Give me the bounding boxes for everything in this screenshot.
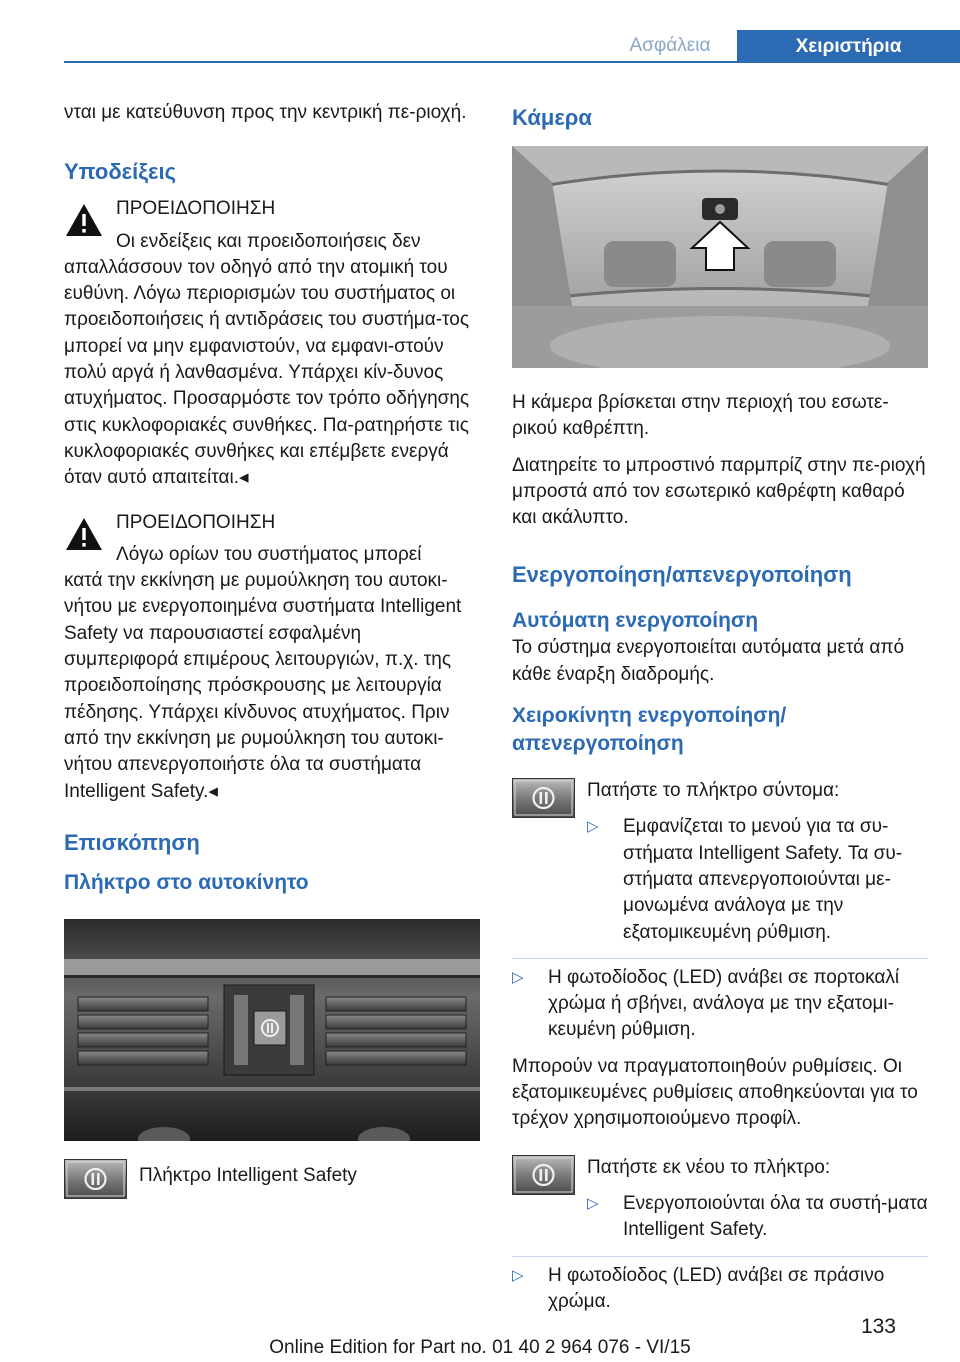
warning-first-line: Λόγω ορίων του συστήματος μπορεί [116,543,422,565]
divider [512,958,928,959]
overview-heading: Επισκόπηση [64,829,200,855]
settings-text: Μπορούν να πραγματοποιηθούν ρυθμίσεις. Οι εξατομικευμένες ρυθμίσεις αποθηκεύονται για το τρέχον χρησιμοποιούμενο προφίλ. [512,1055,918,1130]
intelligent-safety-button-icon[interactable] [64,1159,127,1199]
warning-block-1 [64,196,480,491]
page-number: 133 [860,1315,896,1338]
button-legend [64,1159,480,1203]
button-in-car-heading: Πλήκτρο στο αυτοκίνητο [64,870,309,894]
dashboard-button-photo [64,919,480,1141]
bullet-text: Ενεργοποιούνται όλα τα συστή‐ματα Intelligent Safety. [623,1192,928,1241]
press-briefly-text: Πατήστε το πλήκτρο σύντομα: [587,780,840,802]
camera-location-text: Η κάμερα βρίσκεται στην περιοχή του εσωτε‐ρικού καθρέπτη. [512,392,889,440]
edition-info: Online Edition for Part no. 01 40 2 964 076 - VI/15 [269,1337,691,1358]
divider [512,1256,928,1257]
bullet-triangle-icon: ▷ [512,968,524,986]
left-column [64,100,480,1203]
warning-text: κατά την εκκίνηση με ρυμούλκηση του αυτοκι‐νήτου με ενεργοποιημένα συστήματα Intelligent Safety να παρουσιαστεί εσφαλμένη συμπεριφορά επιμέρους λειτουργιών, π.χ. της προειδοποίησης πρόσκρουσης με λειτουργία πέδησης. Υπάρχει κίνδυνος ατυχήματος. Πριν από την εκκίνηση με ρυμούλκηση του αυτοκι‐νήτου απενεργοποιήστε όλα τα συστήματα Intelligent Safety.◂ [64,570,462,802]
warning-first-line: Οι ενδείξεις και προειδοποιήσεις δεν [116,230,421,252]
press-again-row [512,1155,928,1244]
bullet-triangle-icon: ▷ [587,818,599,836]
bullet-text: Η φωτοδίοδος (LED) ανάβει σε πορτοκαλί χρώμα ή σβήνει, ανάλογα με την εξατομι‐κευμένη ρύθμιση. [548,966,900,1041]
list-item [512,965,928,1044]
bullet-text: Η φωτοδίοδος (LED) ανάβει σε πράσινο χρώμα. [548,1264,885,1312]
tab-controls[interactable]: Χειριστήρια [737,30,960,63]
list-item [512,1191,928,1244]
tab-safety[interactable]: Ασφάλεια [629,35,711,56]
page-footer [0,1310,960,1362]
auto-activation-heading: Αυτόματη ενεργοποίηση [512,609,759,633]
bullet-triangle-icon: ▷ [512,1266,524,1284]
right-column [512,100,928,1315]
activation-heading: Ενεργοποίηση/απενεργοποίηση [512,562,852,588]
notes-heading: Υποδείξεις [64,159,177,185]
warning-title: ΠΡΟΕΙΔΟΠΟΙΗΣΗ [116,511,276,533]
camera-clean-text: Διατηρείτε το μπροστινό παρμπρίζ στην πε‐ριοχή μπροστά από τον εσωτερικό καθρέφτη καθαρό και ακάλυπτο. [512,454,926,529]
bullet-triangle-icon: ▷ [587,1194,599,1212]
warning-triangle-icon [64,516,104,552]
page-header [0,0,960,62]
press-briefly-row [512,778,928,946]
intelligent-safety-button-icon[interactable] [512,778,575,818]
warning-triangle-icon [64,202,104,238]
intro-text: νται με κατεύθυνση προς την κεντρική πε‐ριοχή. [64,102,467,123]
warning-title: ΠΡΟΕΙΔΟΠΟΙΗΣΗ [116,198,276,220]
camera-location-photo [512,146,928,368]
list-item [512,814,928,945]
press-again-text: Πατήστε εκ νέου το πλήκτρο: [587,1156,831,1178]
list-item [512,1263,928,1316]
auto-activation-text: Το σύστημα ενεργοποιείται αυτόματα μετά από κάθε έναρξη διαδρομής. [512,637,905,685]
warning-text: απαλλάσσουν τον οδηγό από την ατομική του ευθύνη. Λόγω περιορισμών του συστήματος οι προειδοποιήσεις ή αντιδράσεις του συστήμα‐τος μπορεί να μην εμφανιστούν, να εμφανι‐στούν πολύ αργά ή λανθασμένα. Υπάρχει κίν‐δυνος ατυχήματος. Προσαρμόστε τον τρόπο οδήγησης στις κυκλοφοριακές συνθήκες. Πα‐ρατηρήστε τις κυκλοφοριακές συνθήκες και επέμβετε ενεργά όταν αυτό απαιτείται.◂ [64,256,470,489]
camera-heading: Κάμερα [512,105,592,130]
header-rule [64,61,960,63]
button-caption: Πλήκτρο Intelligent Safety [139,1164,357,1186]
intelligent-safety-button-icon[interactable] [512,1155,575,1195]
bullet-text: Εμφανίζεται το μενού για τα συ‐στήματα Intelligent Safety. Τα συ‐στήματα απενεργοποιούνται με‐μονωμένα ανάλογα με την εξατομικευμένη ρύθμιση. [623,816,903,943]
warning-block-2 [64,510,480,805]
manual-activation-heading: Χειροκίνητη ενεργοποίηση/απενεργοποίηση [512,704,787,756]
